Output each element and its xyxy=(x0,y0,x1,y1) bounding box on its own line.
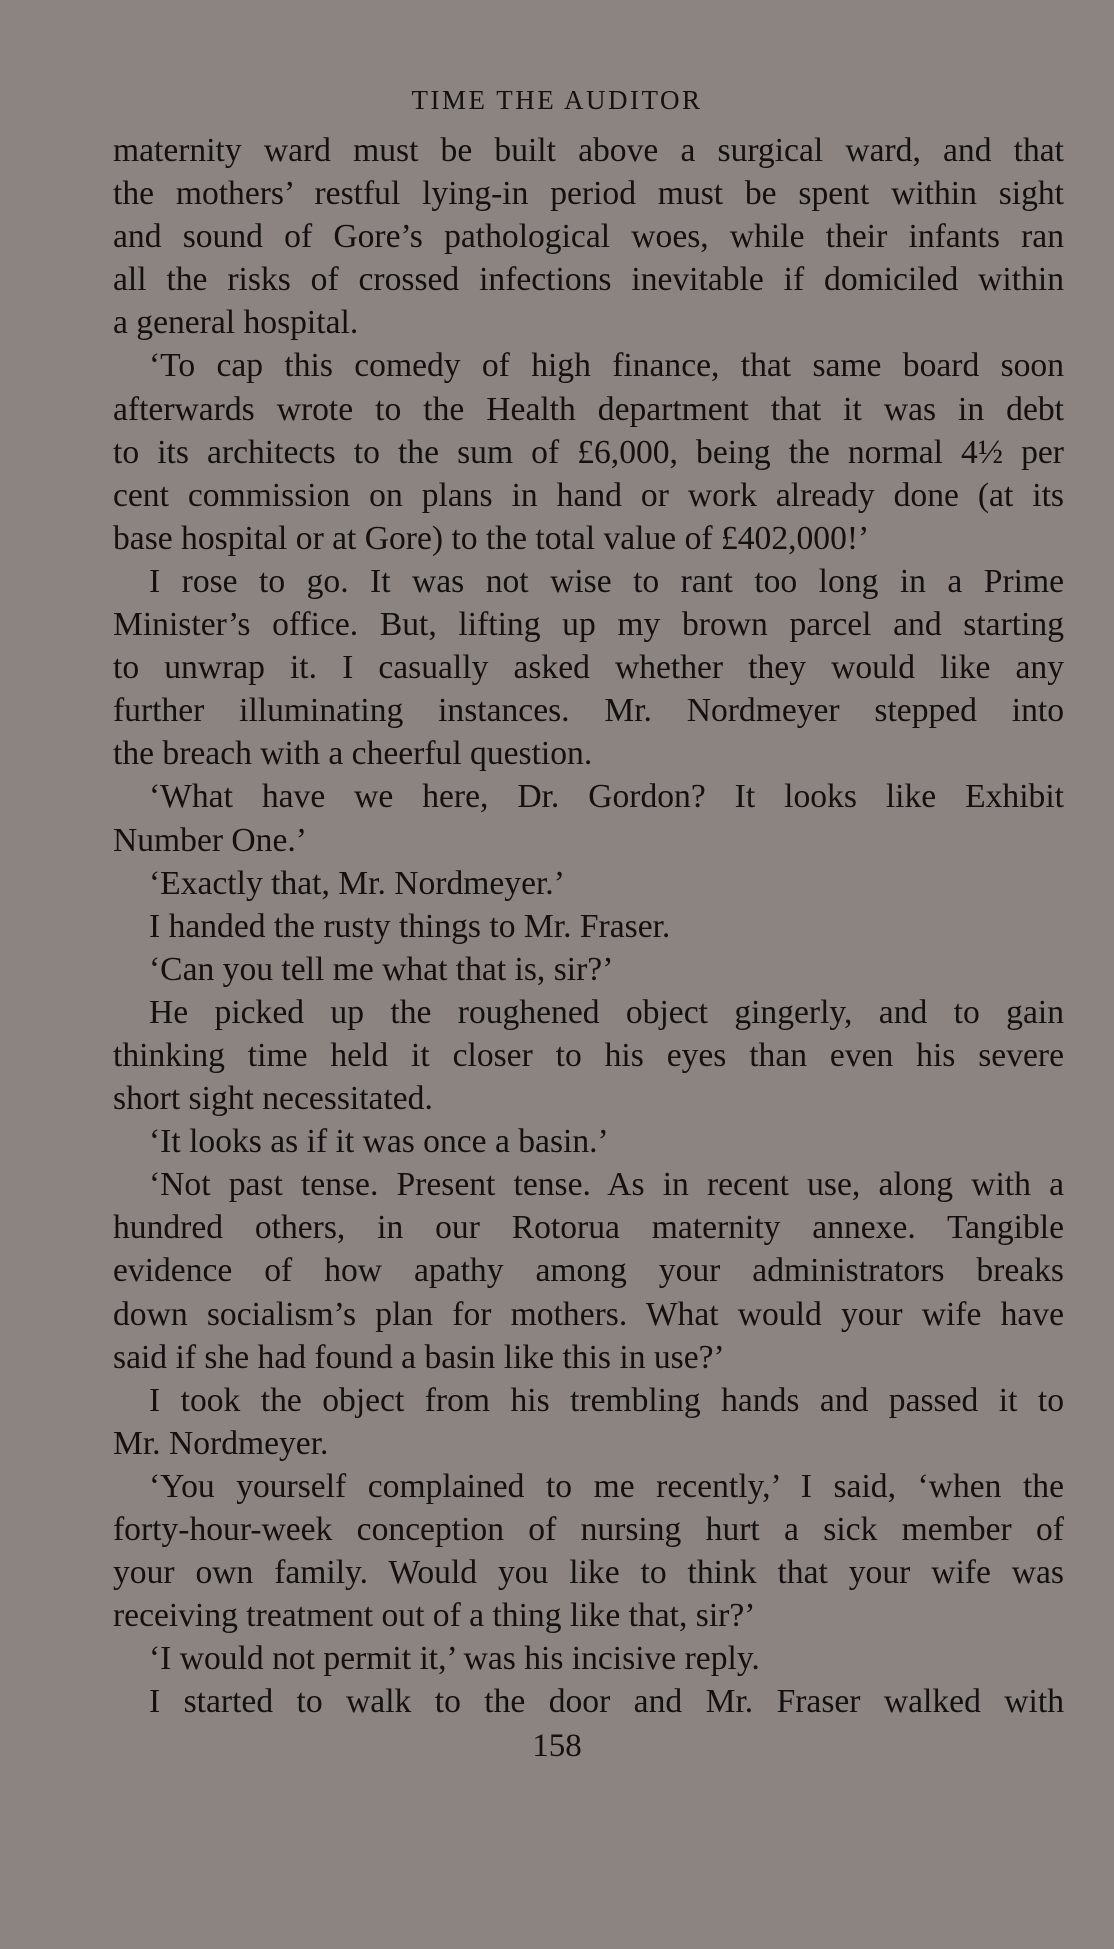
text-line: I started to walk to the door and Mr. Fraser walked with xyxy=(149,1683,1064,1721)
text-line: the mothers’ restful lying-in period must be spent within sight xyxy=(113,175,1064,213)
text-line: I rose to go. It was not wise to rant too long in a Prime xyxy=(149,562,1064,600)
text-line: thinking time held it closer to his eyes than even his severe xyxy=(113,1036,1064,1074)
text-line: short sight necessitated. xyxy=(113,1080,433,1118)
text-line: ‘Can you tell me what that is, sir?’ xyxy=(149,950,614,988)
text-line: ‘What have we here, Dr. Gordon? It looks like Exhibit xyxy=(149,778,1064,816)
text-line: the breach with a cheerful question. xyxy=(113,735,593,773)
body-text xyxy=(113,129,1064,1723)
text-line: cent commission on plans in hand or work already done (at its xyxy=(113,476,1064,514)
text-line: base hospital or at Gore) to the total value of £402,000!’ xyxy=(113,519,870,557)
text-line: to its architects to the sum of £6,000, being the normal 4½ per xyxy=(113,433,1064,471)
text-line: I took the object from his trembling hands and passed it to xyxy=(149,1381,1064,1419)
text-line: your own family. Would you like to think that your wife was xyxy=(113,1554,1064,1592)
text-line: further illuminating instances. Mr. Nordmeyer stepped into xyxy=(113,692,1064,730)
text-line: maternity ward must be built above a surgical ward, and that xyxy=(113,132,1064,169)
text-line: a general hospital. xyxy=(113,304,359,342)
text-line: to unwrap it. I casually asked whether they would like any xyxy=(113,649,1064,687)
text-line: I handed the rusty things to Mr. Fraser. xyxy=(149,907,671,945)
text-line: Minister’s office. But, lifting up my brown parcel and starting xyxy=(113,606,1064,644)
text-line: all the risks of crossed infections inevitable if domiciled within xyxy=(113,261,1064,299)
text-line: evidence of how apathy among your administrators breaks xyxy=(113,1252,1064,1290)
text-line: ‘You yourself complained to me recently,’ I said, ‘when the xyxy=(149,1467,1064,1505)
text-line: ‘I would not permit it,’ was his incisive reply. xyxy=(149,1640,760,1678)
text-line: Mr. Nordmeyer. xyxy=(113,1424,329,1462)
text-line: afterwards wrote to the Health department that it was in debt xyxy=(113,390,1064,428)
text-line: He picked up the roughened object gingerly, and to gain xyxy=(149,993,1064,1031)
text-line: said if she had found a basin like this in use?’ xyxy=(113,1338,725,1376)
text-line: ‘To cap this comedy of high finance, that same board soon xyxy=(149,347,1064,385)
text-line: forty-hour-week conception of nursing hurt a sick member of xyxy=(113,1511,1064,1548)
running-head: TIME THE AUDITOR xyxy=(411,85,703,115)
text-line: ‘It looks as if it was once a basin.’ xyxy=(149,1123,609,1161)
text-line: ‘Not past tense. Present tense. As in recent use, along with a xyxy=(149,1166,1064,1204)
text-line: receiving treatment out of a thing like that, sir?’ xyxy=(113,1597,756,1635)
text-line: ‘Exactly that, Mr. Nordmeyer.’ xyxy=(149,864,565,902)
text-line: and sound of Gore’s pathological woes, while their infants ran xyxy=(113,218,1064,256)
text-line: hundred others, in our Rotorua maternity annexe. Tangible xyxy=(113,1209,1064,1247)
text-line: down socialism’s plan for mothers. What would your wife have xyxy=(113,1295,1064,1333)
text-line: Number One.’ xyxy=(113,821,307,859)
page-number: 158 xyxy=(532,1728,582,1764)
